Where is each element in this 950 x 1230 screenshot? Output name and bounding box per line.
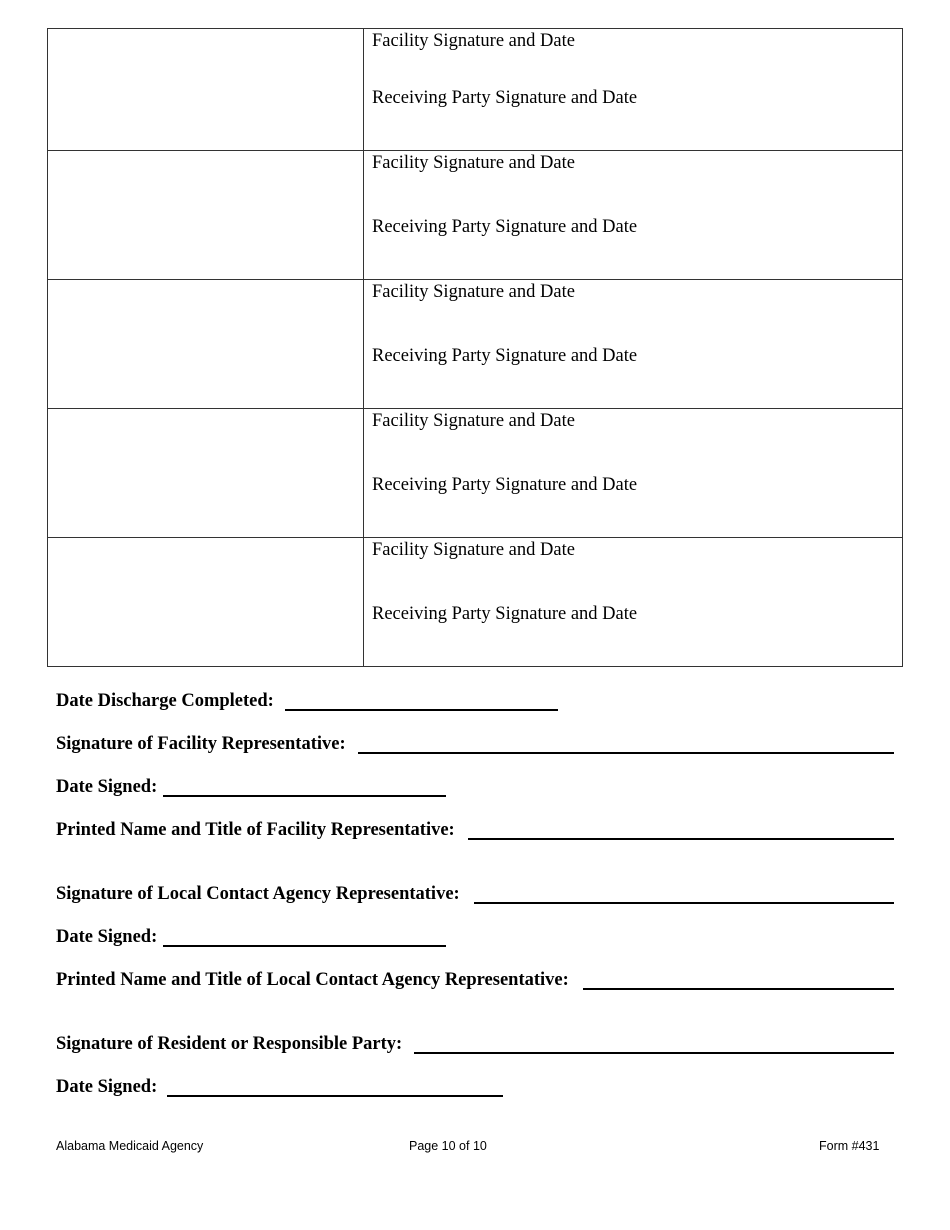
agency-date-signed-field: [56, 926, 157, 948]
signature-cell[interactable]: [364, 409, 903, 538]
agency-date-signed-line[interactable]: [163, 945, 446, 947]
item-cell[interactable]: [48, 29, 364, 151]
agency-rep-printed-name-field: [56, 969, 569, 991]
footer-form-number: Form #431: [819, 1139, 880, 1153]
receiving-party-signature-label: Receiving Party Signature and Date: [372, 475, 638, 495]
agency-rep-signature-field: [56, 883, 460, 905]
table-row: [48, 151, 903, 280]
facility-date-signed-label: Date Signed:: [56, 777, 158, 797]
resident-signature-line[interactable]: [414, 1052, 894, 1054]
receiving-party-signature-label: Receiving Party Signature and Date: [372, 346, 638, 366]
item-cell[interactable]: [48, 409, 364, 538]
facility-date-signed-line[interactable]: [163, 795, 446, 797]
facility-rep-signature-line[interactable]: [358, 752, 894, 754]
date-discharge-completed-field: [56, 690, 274, 712]
table-row: [48, 280, 903, 409]
agency-rep-signature-label: Signature of Local Contact Agency Representative:: [56, 884, 460, 904]
facility-signature-label: Facility Signature and Date: [372, 411, 575, 431]
facility-rep-printed-name-label: Printed Name and Title of Facility Representative:: [56, 820, 455, 840]
facility-rep-printed-name-field: [56, 819, 455, 841]
signature-table: [47, 28, 903, 667]
table-row: [48, 29, 903, 151]
resident-date-signed-field: [56, 1076, 157, 1098]
facility-rep-signature-field: [56, 733, 346, 755]
receiving-party-signature-label: Receiving Party Signature and Date: [372, 217, 638, 237]
facility-rep-signature-label: Signature of Facility Representative:: [56, 734, 346, 754]
agency-rep-printed-name-label: Printed Name and Title of Local Contact Agency Representative:: [56, 970, 569, 990]
signature-cell[interactable]: [364, 280, 903, 409]
signature-cell[interactable]: [364, 538, 903, 667]
facility-signature-label: Facility Signature and Date: [372, 282, 575, 302]
facility-date-signed-field: [56, 776, 157, 798]
signature-cell[interactable]: [364, 151, 903, 280]
date-discharge-completed-line[interactable]: [285, 709, 558, 711]
item-cell[interactable]: [48, 151, 364, 280]
receiving-party-signature-label: Receiving Party Signature and Date: [372, 88, 638, 108]
facility-signature-label: Facility Signature and Date: [372, 31, 575, 51]
receiving-party-signature-label: Receiving Party Signature and Date: [372, 604, 638, 624]
agency-rep-printed-name-line[interactable]: [583, 988, 894, 990]
facility-rep-printed-name-line[interactable]: [468, 838, 894, 840]
agency-date-signed-label: Date Signed:: [56, 927, 158, 947]
date-discharge-completed-label: Date Discharge Completed:: [56, 691, 274, 711]
resident-signature-label: Signature of Resident or Responsible Party:: [56, 1034, 403, 1054]
footer-page-number: Page 10 of 10: [409, 1139, 487, 1153]
agency-rep-signature-line[interactable]: [474, 902, 894, 904]
item-cell[interactable]: [48, 538, 364, 667]
table-row: [48, 538, 903, 667]
resident-signature-field: [56, 1033, 402, 1055]
facility-signature-label: Facility Signature and Date: [372, 153, 575, 173]
signature-cell[interactable]: [364, 29, 903, 151]
resident-date-signed-line[interactable]: [167, 1095, 503, 1097]
resident-date-signed-label: Date Signed:: [56, 1077, 158, 1097]
item-cell[interactable]: [48, 280, 364, 409]
facility-signature-label: Facility Signature and Date: [372, 540, 575, 560]
table-row: [48, 409, 903, 538]
footer-agency: Alabama Medicaid Agency: [56, 1139, 204, 1153]
